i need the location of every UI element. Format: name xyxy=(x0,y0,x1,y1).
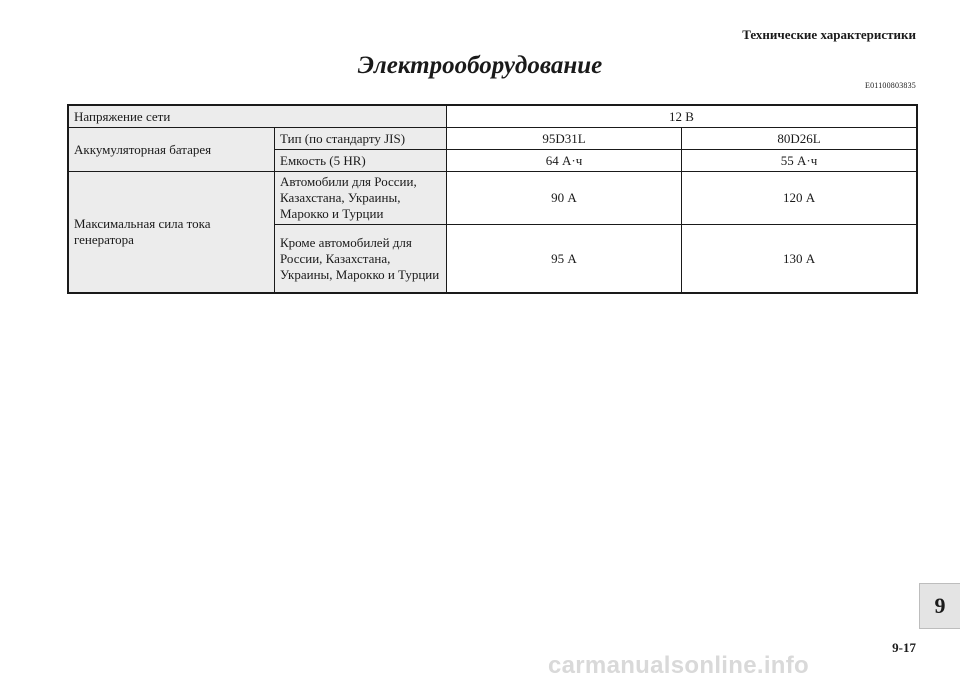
voltage-label: Напряжение сети xyxy=(69,106,447,128)
page-number: 9-17 xyxy=(892,640,916,655)
table-row xyxy=(69,106,917,128)
watermark: carmanualsonline.info xyxy=(548,652,810,679)
specs-table xyxy=(68,105,917,293)
chapter-tab: 9 xyxy=(919,583,960,629)
alternator-region-label: Автомобили для России, Казахстана, Украины, Марокко и Турции xyxy=(275,172,447,225)
section-header: Технические характеристики xyxy=(742,27,916,42)
alternator-current-value: 90 А xyxy=(447,172,682,225)
page-title: Электрооборудование xyxy=(357,52,603,79)
alternator-region-label: Кроме автомобилей для России, Казахстана, Украины, Марокко и Турции xyxy=(275,225,447,293)
battery-capacity-label: Емкость (5 HR) xyxy=(275,150,447,172)
table-row xyxy=(69,172,917,225)
table-row xyxy=(69,128,917,150)
alternator-current-value: 120 А xyxy=(682,172,917,225)
alternator-label: Максимальная сила тока генератора xyxy=(69,172,275,293)
battery-type-value: 95D31L xyxy=(447,128,682,150)
voltage-value: 12 В xyxy=(447,106,917,128)
doc-code: E01100803835 xyxy=(865,81,916,90)
battery-type-label: Тип (по стандарту JIS) xyxy=(275,128,447,150)
battery-label: Аккумуляторная батарея xyxy=(69,128,275,172)
alternator-current-value: 130 А xyxy=(682,225,917,293)
battery-capacity-value: 64 А·ч xyxy=(447,150,682,172)
battery-capacity-value: 55 А·ч xyxy=(682,150,917,172)
battery-type-value: 80D26L xyxy=(682,128,917,150)
alternator-current-value: 95 А xyxy=(447,225,682,293)
